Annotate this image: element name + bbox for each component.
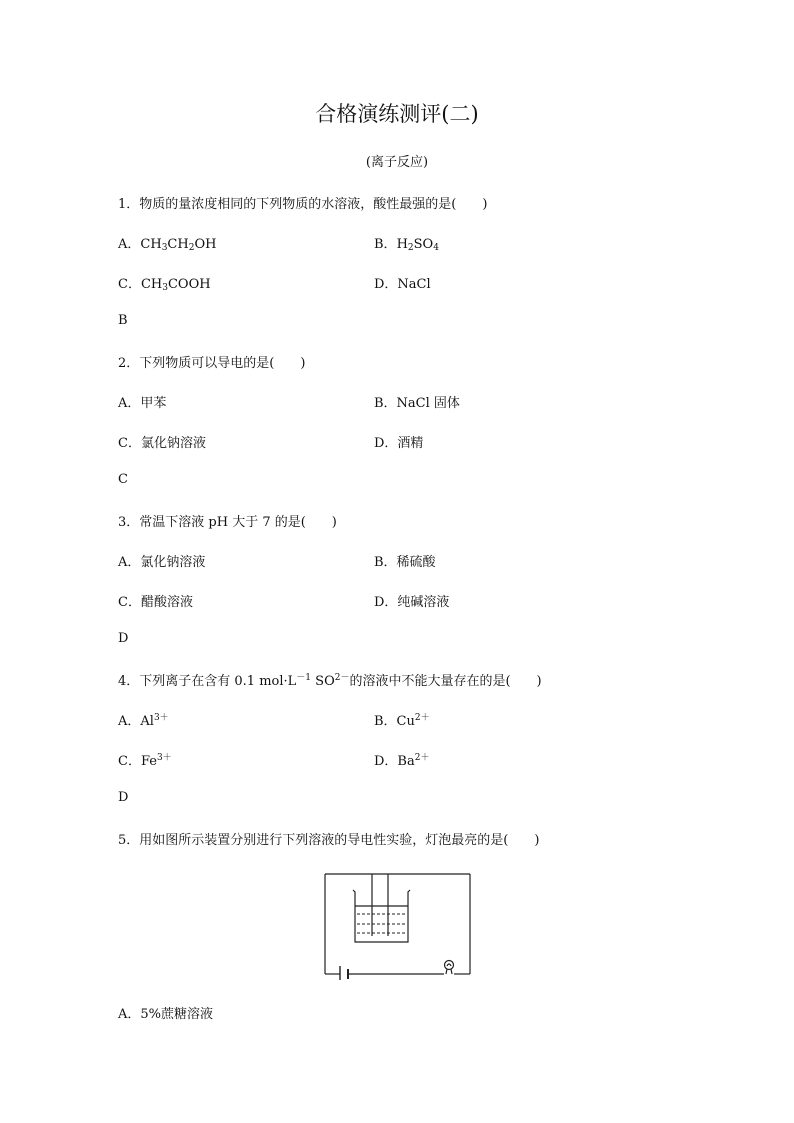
electrodes	[372, 874, 388, 936]
question-4-option-c: C．$Fe^{3+}$	[118, 753, 172, 769]
question-3-option-b: B．稀硫酸	[374, 555, 436, 570]
question-4-answer: D	[118, 790, 129, 805]
question-3-stem: 3．常温下溶液 pH 大于 7 的是( )	[118, 515, 337, 530]
question-4-stem: 4．下列离子在含有 0.1 $mol\cdot L^{-1}$ $SO^{2-}$的溶液中不能大量存在的是( )	[118, 673, 542, 689]
question-3-option-c: C．醋酸溶液	[118, 595, 193, 610]
page-title: 合格演练测评(二)	[315, 102, 479, 126]
question-2-option-c: C．氯化钠溶液	[118, 436, 206, 451]
question-3-option-d: D．纯碱溶液	[374, 595, 450, 610]
question-4-option-b: B．$Cu^{2+}$	[374, 713, 430, 729]
question-2-stem: 2．下列物质可以导电的是( )	[118, 356, 306, 371]
question-1-stem: 1．物质的量浓度相同的下列物质的水溶液，酸性最强的是( )	[118, 197, 488, 212]
battery-icon	[340, 966, 348, 980]
conductivity-apparatus-diagram	[320, 868, 476, 980]
question-3-option-a: A．氯化钠溶液	[118, 555, 206, 570]
question-3-answer: D	[118, 631, 129, 646]
question-2-answer: C	[118, 472, 128, 487]
question-2-option-d: D．酒精	[374, 436, 424, 451]
question-2-option-b: B．NaCl 固体	[374, 396, 460, 411]
question-1-answer: B	[118, 313, 128, 328]
question-1-option-a: A．$CH_3CH_2OH$	[118, 237, 217, 253]
question-2-option-a: A．甲苯	[118, 396, 167, 411]
bulb-icon	[445, 961, 454, 975]
question-4-option-d: D．$Ba^{2+}$	[374, 753, 430, 769]
question-1-option-d: D．NaCl	[374, 277, 431, 292]
beaker-icon	[353, 890, 410, 942]
question-5-stem: 5．用如图所示装置分别进行下列溶液的导电性实验，灯泡最亮的是( )	[118, 833, 540, 848]
question-1-option-b: B．$H_2SO_4$	[374, 237, 439, 253]
question-4-option-a: A．$Al^{3+}$	[118, 713, 169, 729]
question-1-option-c: C．$CH_3COOH$	[118, 277, 211, 293]
question-5-option-a: A．5%蔗糖溶液	[118, 1007, 214, 1022]
page-subtitle: (离子反应)	[365, 155, 429, 170]
